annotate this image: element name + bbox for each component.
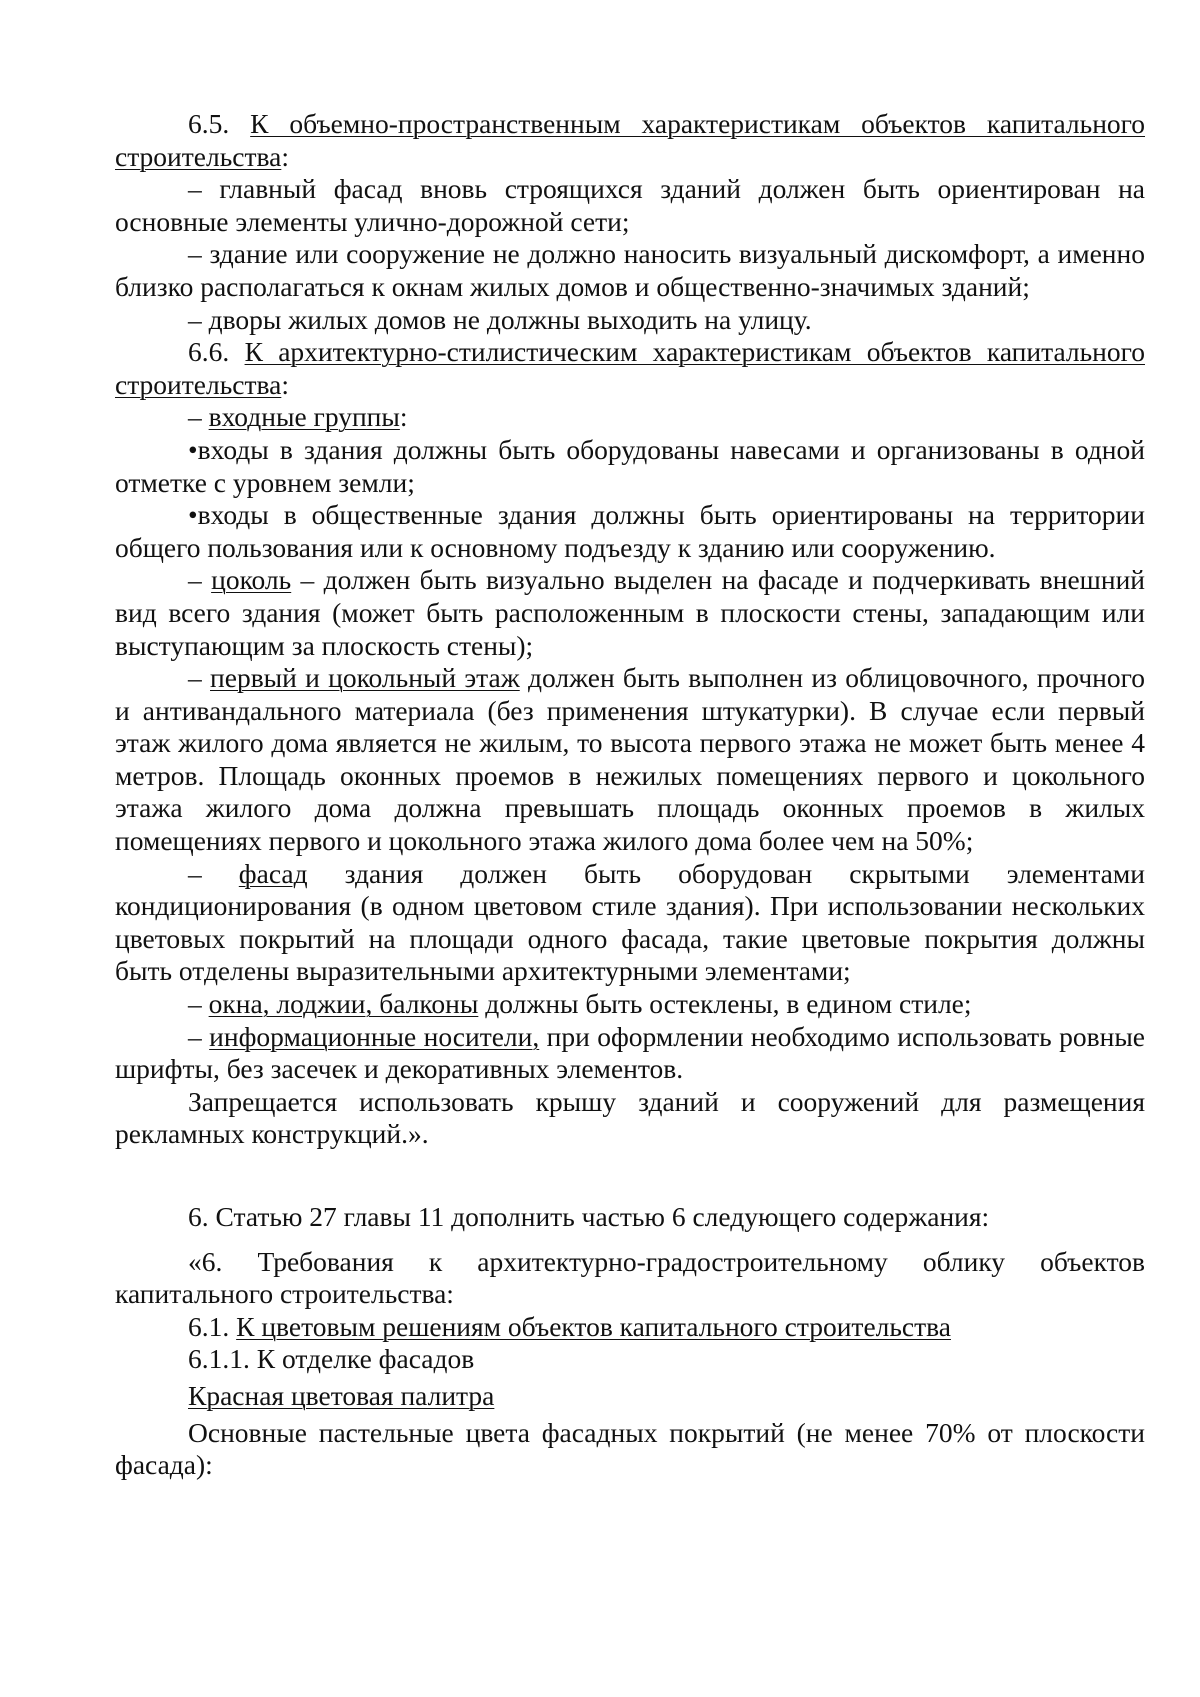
section-heading: К архитектурно-стилистическим характеристикам объектов капитального строительства [115,336,1145,400]
section-heading: К объемно-пространственным характеристикам объектов капитального строительства [115,108,1146,172]
section-number: 6.5. [188,108,230,139]
term: цоколь [211,564,292,596]
paragraph: Запрещается использовать крышу зданий и сооружений для размещения рекламных конструкций.». [115,1085,1145,1150]
section-colon: : [281,368,289,400]
dash: – [188,662,211,694]
paragraph: – дворы жилых домов не должны выходить на улицу. [188,303,812,335]
paragraph-article-27: 6. Статью 27 главы 11 дополнить частью 6 следующего содержания: [188,1201,990,1232]
section-number: 6.6. [188,336,230,368]
list-item-first-floor [115,662,1145,858]
bullet-item: •входы в здания должны быть оборудованы навесами и организованы в одной отметке с уровнем земли; [115,433,1145,498]
palette-heading [115,1380,1145,1413]
paragraph: – здание или сооружение не должно наносить визуальный дискомфорт, а именно близко располагаться к окнам жилых домов и общественно-значимых зданий; [115,238,1145,302]
dash: – [188,564,212,596]
paragraph: – главный фасад вновь строящихся зданий должен быть ориентирован на основные элементы улично-дорожной сети; [115,173,1145,237]
list-item-plinth [115,564,1145,662]
term: информационные носители, [209,1020,540,1052]
bullet-item: •входы в общественные здания должны быть ориентированы на территории общего пользования или к основному подъезду к зданию или сооружению. [115,499,1145,563]
term-tail: должен быть выполнен из облицовочного, прочного и антивандального материала (без применения штукатурки). В случае если первый этаж жилого дома является не жилым, то высота первого этажа не может быть менее 4 метров. Площадь оконных проемов в нежилых помещениях первого и цокольного этажа жилого дома должна превышать площадь оконных проемов в жилых помещениях первого и цокольного этажа жилого дома более чем на 50%; [115,662,1145,857]
paragraph: Основные пастельные цвета фасадных покрытий (не менее 70% от плоскости фасада): [115,1416,1145,1481]
dash: – [188,988,209,1020]
section-6-5 [115,108,1145,173]
subsection-6-1-1: 6.1.1. К отделке фасадов [188,1343,475,1375]
term: окна, лоджии, балконы [208,988,479,1020]
term-tail: : [399,401,408,433]
list-item-entrance-groups [115,401,1145,434]
term-tail: – должен быть визуально выделен на фасаде и подчеркивать внешний вид всего здания (может быть расположенным в плоскости стены, западающим или выступающим за плоскость стены); [115,564,1146,661]
section-heading: К цветовым решениям объектов капитального строительства [236,1310,951,1342]
list-item-facade [115,858,1145,988]
term-tail: здания должен быть оборудован скрытыми элементами кондиционирования (в одном цветовом стиле здания). При использовании нескольких цветовых покрытий на площади одного фасада, такие цветовые покрытия должны быть отделены выразительными архитектурными элементами; [115,857,1145,987]
term: входные группы [208,401,400,433]
paragraph-requirements: «6. Требования к архитектурно-градостроительному облику объектов капитального строительства: [115,1245,1145,1310]
section-number: 6.1. [188,1310,230,1342]
section-6-1 [115,1311,1145,1344]
term-tail: при оформлении необходимо использовать ровные шрифты, без засечек и декоративных элементов. [115,1020,1146,1085]
palette-heading-text: Красная цветовая палитра [188,1379,495,1411]
document-page [115,108,1145,1482]
list-item-windows [115,988,1145,1021]
term-tail: должны быть остеклены, в едином стиле; [478,988,972,1020]
term: первый и цокольный этаж [210,662,520,694]
dash: – [188,401,209,433]
section-6-6 [115,336,1145,401]
term: фасад [238,857,308,889]
dash: – [188,857,239,889]
section-colon: : [281,140,289,172]
list-item-information-media [115,1021,1145,1086]
dash: – [188,1020,210,1052]
